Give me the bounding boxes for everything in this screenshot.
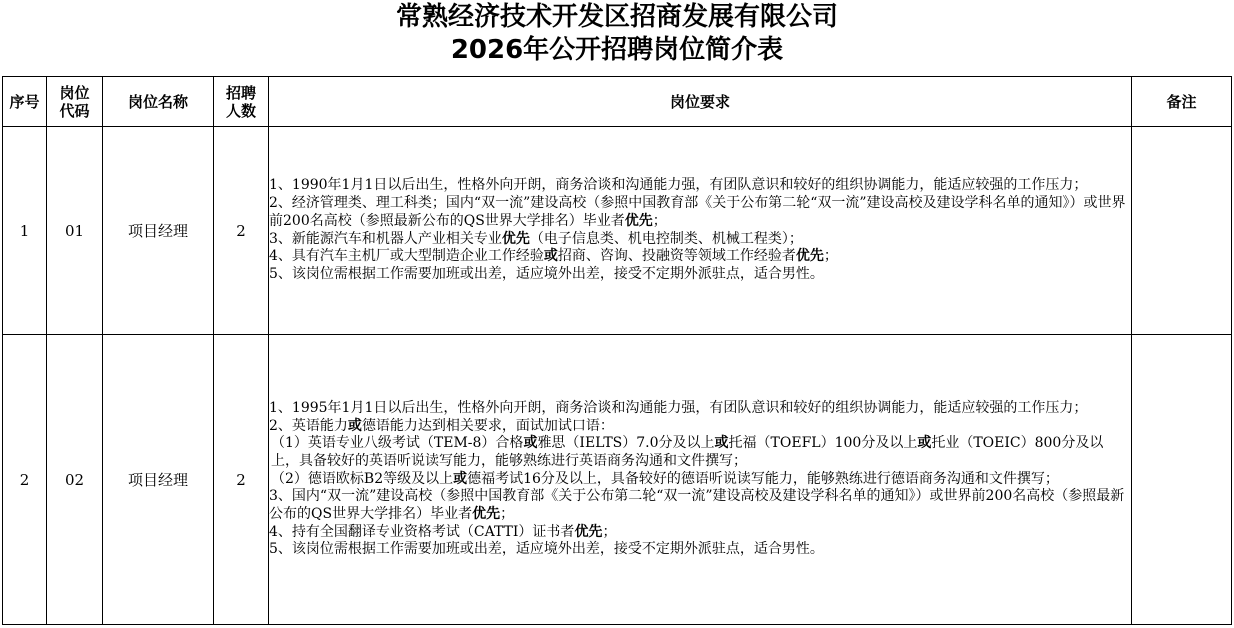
header-note: 备注 <box>1132 77 1232 127</box>
positions-table <box>2 76 1232 625</box>
cell-num: 2 <box>214 127 269 335</box>
table-header-row <box>3 77 1232 127</box>
cell-code: 01 <box>47 127 103 335</box>
req-item-1: 1、1995年1月1日以后出生，性格外向开朗，商务洽谈和沟通能力强，有团队意识和较好的组织协调能力，能适应较强的工作压力； <box>269 399 1088 416</box>
cell-name: 项目经理 <box>103 127 214 335</box>
header-num: 招聘 人数 <box>214 77 269 127</box>
header-seq: 序号 <box>3 77 47 127</box>
table-row <box>3 127 1232 335</box>
cell-seq: 2 <box>3 335 47 625</box>
req-item-5: 5、该岗位需根据工作需要加班或出差，适应境外出差，接受不定期外派驻点，适合男性。 <box>269 265 824 282</box>
req-subitem-1: （1）英语专业八级考试（TEM-8）合格或雅思（IELTS）7.0分及以上或托福（TOEFL）100分及以上或托业（TOEIC）800分及以上，具备较好的英语听说读写能力，能够熟练进行英语商务沟通和文件撰写； <box>271 435 1104 469</box>
req-item-3: 3、新能源汽车和机器人产业相关专业优先（电子信息类、机电控制类、机械工程类）； <box>269 230 803 247</box>
document-subtitle: 2026年公开招聘岗位简介表 <box>450 35 784 65</box>
req-item-5: 5、该岗位需根据工作需要加班或出差，适应境外出差，接受不定期外派驻点，适合男性。 <box>269 541 824 558</box>
req-item-2: 2、英语能力或德语能力达到相关要求，面试加试口语： <box>269 417 614 434</box>
cell-note <box>1132 335 1232 625</box>
cell-note <box>1132 127 1232 335</box>
cell-num: 2 <box>214 335 269 625</box>
req-item-4: 4、持有全国翻译专业资格考试（CATTI）证书者优先； <box>269 523 617 540</box>
req-item-4: 4、具有汽车主机厂或大型制造企业工作经验或招商、咨询、投融资等领域工作经验者优先； <box>269 248 838 265</box>
req-item-1: 1、1990年1月1日以后出生，性格外向开朗，商务洽谈和沟通能力强，有团队意识和较好的组织协调能力，能适应较强的工作压力； <box>269 177 1088 194</box>
cell-requirements <box>269 335 1132 625</box>
cell-seq: 1 <box>3 127 47 335</box>
header-requirements: 岗位要求 <box>269 77 1132 127</box>
req-item-2: 2、经济管理类、理工科类；国内“双一流”建设高校（参照中国教育部《关于公布第二轮“双一流”建设高校及建设学科名单的通知》）或世界前200名高校（参照最新公布的QS世界大学排名）毕业者优先； <box>269 195 1126 229</box>
header-code: 岗位 代码 <box>47 77 103 127</box>
cell-requirements <box>269 127 1132 335</box>
header-name: 岗位名称 <box>103 77 214 127</box>
req-subitem-2: （2）德语欧标B2等级及以上或德福考试16分及以上，具备较好的德语听说读写能力，能够熟练进行德语商务沟通和文件撰写； <box>271 470 1059 487</box>
cell-name: 项目经理 <box>103 335 214 625</box>
document-title: 常熟经济技术开发区招商发展有限公司 <box>395 2 838 32</box>
cell-code: 02 <box>47 335 103 625</box>
req-item-3: 3、国内“双一流”建设高校（参照中国教育部《关于公布第二轮“双一流”建设高校及建设学科名单的通知》）或世界前200名高校（参照最新公布的QS世界大学排名）毕业者优先； <box>269 488 1125 523</box>
table-row <box>3 335 1232 625</box>
